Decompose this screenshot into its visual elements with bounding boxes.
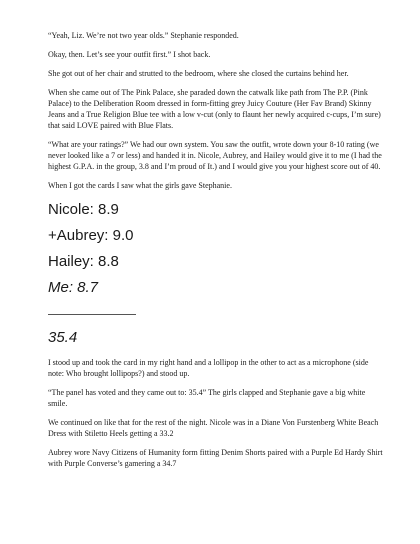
- page-content: [48, 30, 384, 477]
- score-aubrey: +Aubrey: 9.0: [48, 227, 134, 244]
- paragraph: We continued on like that for the rest of the night. Nicole was in a Diane Von Furstenberg White Beach Dress with Stiletto Heels getting a 33.2: [48, 418, 379, 438]
- paragraph: “Yeah, Liz. We’re not two year olds.” Stephanie responded.: [48, 31, 239, 40]
- score-nicole: Nicole: 8.9: [48, 201, 119, 218]
- paragraph: Aubrey wore Navy Citizens of Humanity form fitting Denim Shorts paired with a Purple Ed Hardy Shirt with Purple Converse’s gamering a 34.7: [48, 448, 383, 468]
- horizontal-rule: [48, 314, 136, 315]
- total-score-heading: 35.4: [48, 329, 78, 346]
- score-me: Me: 8.7: [48, 279, 99, 296]
- paragraph: She got out of her chair and strutted to the bedroom, where she closed the curtains behind her.: [48, 69, 349, 78]
- paragraph: When she came out of The Pink Palace, she paraded down the catwalk like path from The P.P. (Pink Palace) to the Deliberation Room dressed in form-fitting grey Juicy Couture (Her Fav Brand) Skinny Jeans and a True Religion Blue tee with a low v-cut (only to flaunt her newly acquired c-cups, I’m sure) that said LOVE paired with Blue Flats.: [48, 88, 381, 130]
- score-hailey: Hailey: 8.8: [48, 253, 119, 270]
- paragraph: When I got the cards I saw what the girls gave Stephanie.: [48, 181, 232, 190]
- paragraph: “What are your ratings?” We had our own system. You saw the outfit, wrote down your 8-10 rating (we never looked like a 7 or less) and handed it in. Nicole, Aubrey, and Hailey would give it to me (I had the highest G.P.A. in the group, 3.8 and I’m proud of It.) and I would give you your highest score out of 40.: [48, 140, 382, 171]
- paragraph: “The panel has voted and they came out to: 35.4” The girls clapped and Stephanie gave a big white smile.: [48, 388, 366, 408]
- paragraph: I stood up and took the card in my right hand and a lollipop in the other to act as a microphone (side note: Who brought lollipops?) and stood up.: [48, 358, 369, 378]
- paragraph: Okay, then. Let’s see your outfit first.” I shot back.: [48, 50, 211, 59]
